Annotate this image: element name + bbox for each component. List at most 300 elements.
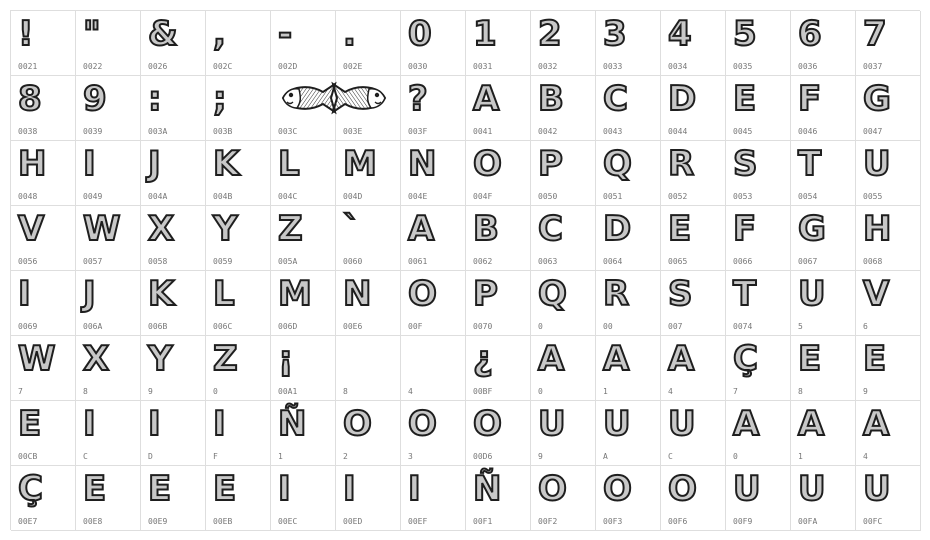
glyph-sample: O [408,274,437,314]
glyph-code: 0046 [798,127,818,136]
glyph-sample: T [733,274,757,314]
glyph-cell [336,466,401,531]
glyph-code: 0060 [343,257,363,266]
glyph-cell [141,271,206,336]
glyph-code: 00EC [278,517,298,526]
glyph-cell [531,76,596,141]
glyph-cell [726,401,791,466]
glyph-code: 00E6 [343,322,363,331]
glyph-code: 004E [408,192,428,201]
glyph-sample: I [343,469,356,509]
glyph-cell [466,141,531,206]
glyph-cell [726,466,791,531]
glyph-cell [466,336,531,401]
glyph-code: 00 [603,322,613,331]
glyph-code: 0069 [18,322,38,331]
glyph-sample: O [473,144,502,184]
glyph-code: 0043 [603,127,623,136]
glyph-sample: L [278,144,300,184]
glyph-sample: G [863,79,891,119]
glyph-cell [856,466,921,531]
glyph-sample: X [148,209,175,249]
glyph-sample: M [343,144,377,184]
glyph-code: 0074 [733,322,753,331]
glyph-code: 0044 [668,127,688,136]
glyph-sample: H [18,144,47,184]
glyph-code: 00D6 [473,452,493,461]
glyph-sample: E [83,469,107,509]
glyph-cell [466,76,531,141]
glyph-cell [206,206,271,271]
glyph-sample: - [278,14,293,54]
glyph-cell [726,141,791,206]
glyph-code: 8 [343,387,348,396]
glyph-sample: V [18,209,45,249]
glyph-cell [11,466,76,531]
glyph-sample: B [473,209,499,249]
glyph-cell [11,271,76,336]
glyph-code: 0 [538,387,543,396]
glyph-cell [336,141,401,206]
glyph-cell [271,336,336,401]
glyph-cell [11,336,76,401]
glyph-sample: U [668,404,696,444]
glyph-code: 0054 [798,192,818,201]
glyph-code: 0022 [83,62,103,71]
glyph-code: 00FA [798,517,818,526]
glyph-cell [661,11,726,76]
glyph-cell [856,336,921,401]
glyph-sample: A [733,404,760,444]
glyph-sample: N [408,144,437,184]
glyph-sample: W [83,209,121,249]
glyph-sample: 9 [83,79,107,119]
glyph-cell [206,336,271,401]
glyph-sample: O [343,404,372,444]
glyph-code: 0035 [733,62,753,71]
glyph-cell [856,76,921,141]
glyph-cell [466,206,531,271]
glyph-code: 0033 [603,62,623,71]
glyph-cell [336,76,401,141]
glyph-sample: U [603,404,631,444]
glyph-code: 00F3 [603,517,623,526]
glyph-sample: , [213,14,226,54]
glyph-cell [531,466,596,531]
glyph-code: 003B [213,127,233,136]
glyph-sample: B [538,79,564,119]
glyph-code: 0041 [473,127,493,136]
glyph-cell [141,336,206,401]
glyph-code: 0045 [733,127,753,136]
glyph-code: 007 [668,322,683,331]
glyph-code: 0036 [798,62,818,71]
glyph-sample: 8 [18,79,42,119]
glyph-sample: ¡ [278,339,294,379]
glyph-code: 0056 [18,257,38,266]
glyph-sample: D [603,209,632,249]
glyph-code: 1 [278,452,283,461]
glyph-code: 8 [83,387,88,396]
glyph-cell [856,401,921,466]
glyph-cell [661,141,726,206]
glyph-cell [141,466,206,531]
glyph-cell [466,11,531,76]
glyph-cell [336,401,401,466]
glyph-cell [11,141,76,206]
glyph-code: 00ED [343,517,363,526]
glyph-sample: C [538,209,563,249]
glyph-code: 0034 [668,62,688,71]
glyph-sample: N [343,274,372,314]
glyph-code: 0064 [603,257,623,266]
glyph-cell [271,141,336,206]
glyph-cell [401,401,466,466]
glyph-sample: ; [213,79,227,119]
glyph-sample: 5 [733,14,757,54]
glyph-code: 9 [148,387,153,396]
glyph-code: C [83,452,88,461]
glyph-code: 0055 [863,192,883,201]
glyph-sample: R [603,274,630,314]
glyph-sample: H [863,209,892,249]
glyph-code: 0068 [863,257,883,266]
glyph-code: 0050 [538,192,558,201]
glyph-code: 0032 [538,62,558,71]
glyph-code: 004C [278,192,298,201]
glyph-sample: F [798,79,822,119]
glyph-sample: 3 [603,14,627,54]
glyph-sample: E [798,339,822,379]
glyph-sample: E [148,469,172,509]
glyph-code: 00BF [473,387,493,396]
glyph-sample: I [278,469,291,509]
glyph-sample: O [668,469,697,509]
glyph-code: 0030 [408,62,428,71]
glyph-sample: E [668,209,692,249]
glyph-cell [11,76,76,141]
glyph-cell [726,206,791,271]
glyph-code: 0 [213,387,218,396]
glyph-code: 00A1 [278,387,298,396]
glyph-sample: ` [343,209,360,249]
glyph-sample: V [863,274,890,314]
glyph-code: 8 [798,387,803,396]
glyph-sample: J [83,274,96,314]
glyph-sample: ? [408,79,428,119]
glyph-sample: . [343,14,356,54]
glyph-code: 1 [603,387,608,396]
glyph-cell [401,466,466,531]
glyph-cell [401,206,466,271]
glyph-sample: 0 [408,14,432,54]
glyph-cell [726,336,791,401]
glyph-sample: ¿ [473,339,493,379]
glyph-sample: 6 [798,14,822,54]
glyph-cell [661,401,726,466]
glyph-cell [401,141,466,206]
glyph-sample: M [278,274,312,314]
glyph-code: 00F1 [473,517,493,526]
glyph-code: 00EF [408,517,428,526]
glyph-sample: F [733,209,757,249]
glyph-sample: S [733,144,758,184]
glyph-code: 006A [83,322,103,331]
glyph-sample: 7 [863,14,887,54]
glyph-code: 3 [408,452,413,461]
glyph-cell [791,206,856,271]
glyph-cell [206,11,271,76]
glyph-cell [76,11,141,76]
glyph-sample: P [538,144,563,184]
glyph-code: 002C [213,62,233,71]
glyph-cell [466,401,531,466]
glyph-code: 00F [408,322,423,331]
glyph-sample: O [603,469,632,509]
glyph-sample: A [863,404,890,444]
glyph-sample: Ñ [278,404,307,444]
glyph-sample: U [733,469,761,509]
glyph-cell [791,336,856,401]
glyph-cell [791,141,856,206]
glyph-code: 0062 [473,257,493,266]
glyph-cell [76,206,141,271]
glyph-code: 00E9 [148,517,168,526]
glyph-cell [401,336,466,401]
glyph-cell [271,206,336,271]
glyph-sample: I [18,274,31,314]
glyph-cell [466,466,531,531]
glyph-code: 004D [343,192,363,201]
glyph-cell [596,76,661,141]
glyph-code: 006B [148,322,168,331]
glyph-code: 4 [863,452,868,461]
glyph-code: 0070 [473,322,493,331]
glyph-code: 0065 [668,257,688,266]
glyph-sample: I [83,144,96,184]
glyph-code: 0051 [603,192,623,201]
glyph-code: 006D [278,322,298,331]
glyph-sample: O [408,404,437,444]
glyph-sample: E [213,469,237,509]
glyph-cell [466,271,531,336]
glyph-cell [661,76,726,141]
glyph-cell [271,271,336,336]
glyph-code: 0063 [538,257,558,266]
glyph-cell [206,141,271,206]
glyph-sample: R [668,144,695,184]
glyph-sample: A [408,209,435,249]
glyph-cell [336,11,401,76]
glyph-cell [661,336,726,401]
glyph-code: D [148,452,153,461]
glyph-cell [76,466,141,531]
glyph-sample: " [83,14,101,54]
glyph-cell [531,401,596,466]
glyph-code: 0 [538,322,543,331]
glyph-code: 004B [213,192,233,201]
glyph-sample: I [213,404,226,444]
glyph-code: 7 [18,387,23,396]
glyph-sample: X [83,339,110,379]
glyph-code: 00EB [213,517,233,526]
glyph-code: 003A [148,127,168,136]
glyph-code: 00F2 [538,517,558,526]
glyph-code: 00F6 [668,517,688,526]
glyph-sample: K [148,274,175,314]
glyph-sample: : [148,79,162,119]
glyph-code: 006C [213,322,233,331]
glyph-cell [856,11,921,76]
glyph-code: 0 [733,452,738,461]
glyph-cell [531,206,596,271]
glyph-code: A [603,452,608,461]
glyph-code: 005A [278,257,298,266]
glyph-code: 0048 [18,192,38,201]
glyph-sample: U [538,404,566,444]
glyph-cell [401,76,466,141]
glyph-cell [596,336,661,401]
glyph-code: 5 [798,322,803,331]
glyph-cell [141,76,206,141]
glyph-sample: S [668,274,693,314]
glyph-cell [791,401,856,466]
glyph-code: 0057 [83,257,103,266]
glyph-cell [76,401,141,466]
glyph-cell [856,141,921,206]
glyph-sample: A [603,339,630,379]
glyph-code: 0058 [148,257,168,266]
glyph-cell [596,466,661,531]
glyph-code: 4 [668,387,673,396]
glyph-code: 6 [863,322,868,331]
glyph-cell [596,11,661,76]
glyph-cell [271,466,336,531]
glyph-sample: G [798,209,826,249]
glyph-code: 00E7 [18,517,38,526]
glyph-code: 9 [863,387,868,396]
glyph-sample: 1 [473,14,497,54]
glyph-code: 4 [408,387,413,396]
left-fish-icon [279,80,337,116]
glyph-sample: U [798,469,826,509]
glyph-cell [856,206,921,271]
glyph-cell [791,271,856,336]
glyph-sample: L [213,274,235,314]
glyph-sample: Y [148,339,173,379]
glyph-sample: ! [18,14,34,54]
glyph-cell [206,466,271,531]
glyph-code: 0066 [733,257,753,266]
glyph-cell [271,11,336,76]
glyph-sample: & [148,14,178,54]
glyph-code: 0059 [213,257,233,266]
glyph-sample: U [863,469,891,509]
glyph-code: 00E8 [83,517,103,526]
glyph-code: 1 [798,452,803,461]
glyph-sample: P [473,274,498,314]
glyph-code: 0052 [668,192,688,201]
glyph-code: C [668,452,673,461]
glyph-cell [141,11,206,76]
glyph-sample: Q [538,274,567,314]
glyph-code: 2 [343,452,348,461]
glyph-sample: A [668,339,695,379]
glyph-cell [11,401,76,466]
glyph-code: 0039 [83,127,103,136]
glyph-code: 0053 [733,192,753,201]
glyph-code: 0067 [798,257,818,266]
glyph-sample: O [538,469,567,509]
glyph-sample: T [798,144,822,184]
glyph-sample: U [798,274,826,314]
glyph-cell [11,206,76,271]
glyph-sample: C [603,79,628,119]
glyph-cell [791,466,856,531]
glyph-cell [596,271,661,336]
glyph-cell [401,11,466,76]
glyph-sample: Z [213,339,238,379]
glyph-sample: K [213,144,240,184]
glyph-code: 0047 [863,127,883,136]
glyph-code: 002D [278,62,298,71]
glyph-cell [401,271,466,336]
glyph-code: F [213,452,218,461]
glyph-cell [726,76,791,141]
glyph-sample: A [473,79,500,119]
glyph-cell [76,76,141,141]
right-fish-icon [331,80,389,116]
glyph-code: 0049 [83,192,103,201]
glyph-sample: I [83,404,96,444]
glyph-code: 7 [733,387,738,396]
glyph-cell [856,271,921,336]
glyph-cell [596,141,661,206]
glyph-code: 004F [473,192,493,201]
glyph-cell [206,76,271,141]
glyph-code: 002E [343,62,363,71]
glyph-cell [271,401,336,466]
glyph-sample: I [148,404,161,444]
glyph-cell [206,271,271,336]
glyph-cell [531,336,596,401]
glyph-cell [206,401,271,466]
glyph-sample: E [18,404,42,444]
glyph-sample: W [18,339,56,379]
glyph-code: 0026 [148,62,168,71]
glyph-cell [661,206,726,271]
glyph-cell [336,336,401,401]
glyph-cell [336,206,401,271]
glyph-code: 004A [148,192,168,201]
glyph-cell [531,271,596,336]
glyph-sample: I [408,469,421,509]
glyph-sample: E [733,79,757,119]
glyph-cell [76,336,141,401]
glyph-grid [10,10,920,530]
glyph-cell [11,11,76,76]
glyph-sample: 2 [538,14,562,54]
glyph-code: 003F [408,127,428,136]
glyph-code: 00F9 [733,517,753,526]
glyph-code: 9 [538,452,543,461]
glyph-cell [141,206,206,271]
glyph-code: 0021 [18,62,38,71]
glyph-sample: D [668,79,697,119]
glyph-sample: Ç [18,469,43,509]
glyph-sample: J [148,144,161,184]
glyph-sample: U [863,144,891,184]
